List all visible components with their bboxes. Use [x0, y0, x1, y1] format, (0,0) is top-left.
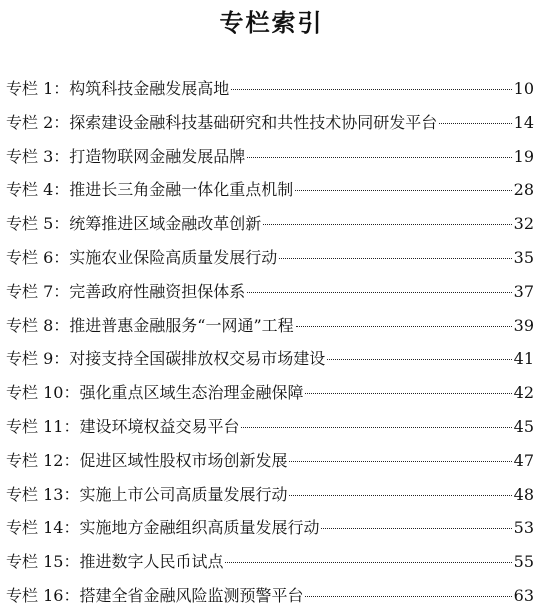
column-index-list	[6, 72, 534, 613]
toc-entry[interactable]	[6, 342, 534, 376]
toc-entry[interactable]	[6, 140, 534, 174]
entry-page-number: 39	[513, 315, 534, 335]
entry-label: 专栏 6：	[6, 247, 70, 267]
entry-title: 推进普惠金融服务“一网通”工程	[69, 315, 294, 335]
dot-leader	[305, 596, 511, 597]
entry-title: 探索建设金融科技基础研究和共性技术协同研发平台	[69, 112, 438, 132]
entry-title: 促进区域性股权市场创新发展	[79, 450, 288, 470]
entry-page-number: 14	[513, 112, 534, 132]
entry-label: 专栏 8：	[6, 315, 70, 335]
toc-entry[interactable]	[6, 478, 534, 512]
entry-label: 专栏 16：	[6, 585, 80, 605]
toc-entry[interactable]	[6, 207, 534, 241]
entry-label: 专栏 5：	[6, 214, 70, 234]
dot-leader	[289, 461, 511, 462]
entry-page-number: 42	[513, 383, 534, 403]
entry-label: 专栏 10：	[6, 383, 80, 403]
toc-entry[interactable]	[6, 376, 534, 410]
dot-leader	[439, 123, 511, 124]
entry-title: 搭建全省金融风险监测预警平台	[79, 585, 304, 605]
toc-entry[interactable]	[6, 444, 534, 478]
entry-title: 推进数字人民币试点	[79, 552, 224, 572]
entry-label: 专栏 4：	[6, 180, 70, 200]
entry-title: 构筑科技金融发展高地	[69, 79, 230, 98]
dot-leader	[263, 224, 511, 225]
entry-page-number: 10	[513, 79, 534, 98]
toc-entry[interactable]	[6, 173, 534, 207]
dot-leader	[295, 190, 511, 191]
entry-title: 推进长三角金融一体化重点机制	[69, 180, 294, 200]
entry-label: 专栏 14：	[6, 518, 80, 538]
entry-title: 强化重点区域生态治理金融保障	[79, 383, 304, 403]
entry-label: 专栏 2：	[6, 112, 70, 132]
entry-title: 统筹推进区域金融改革创新	[69, 214, 262, 234]
entry-page-number: 19	[513, 146, 534, 166]
dot-leader	[327, 359, 511, 360]
entry-label: 专栏 12：	[6, 450, 80, 470]
page-title: 专栏索引	[219, 9, 324, 37]
entry-title: 完善政府性融资担保体系	[69, 281, 246, 301]
dot-leader	[279, 258, 511, 259]
entry-label: 专栏 7：	[6, 281, 70, 301]
entry-label: 专栏 13：	[6, 484, 80, 504]
entry-page-number: 48	[513, 484, 534, 504]
dot-leader	[225, 562, 511, 563]
toc-entry[interactable]	[6, 275, 534, 309]
entry-page-number: 35	[513, 247, 534, 267]
toc-entry[interactable]	[6, 410, 534, 444]
entry-label: 专栏 3：	[6, 146, 70, 166]
toc-entry[interactable]	[6, 511, 534, 545]
dot-leader	[289, 495, 511, 496]
dot-leader	[305, 393, 511, 394]
entry-title: 实施农业保险高质量发展行动	[69, 247, 278, 267]
entry-label: 专栏 9：	[6, 349, 70, 369]
entry-title: 实施上市公司高质量发展行动	[79, 484, 288, 504]
entry-label: 专栏 15：	[6, 552, 80, 572]
entry-page-number: 28	[513, 180, 534, 200]
entry-label: 专栏 1：	[6, 79, 70, 98]
entry-page-number: 37	[513, 281, 534, 301]
entry-page-number: 47	[513, 450, 534, 470]
entry-page-number: 53	[513, 518, 534, 538]
entry-page-number: 55	[513, 552, 534, 572]
entry-title: 实施地方金融组织高质量发展行动	[79, 518, 320, 538]
entry-label: 专栏 11：	[6, 416, 80, 436]
toc-entry[interactable]	[6, 72, 534, 106]
entry-title: 打造物联网金融发展品牌	[69, 146, 246, 166]
toc-entry[interactable]	[6, 241, 534, 275]
entry-title: 对接支持全国碳排放权交易市场建设	[69, 349, 326, 369]
dot-leader	[296, 326, 512, 327]
entry-page-number: 45	[513, 416, 534, 436]
dot-leader	[241, 427, 511, 428]
entry-title: 建设环境权益交易平台	[79, 416, 240, 436]
dot-leader	[321, 528, 511, 529]
entry-page-number: 41	[513, 349, 534, 369]
dot-leader	[231, 89, 511, 90]
entry-page-number: 63	[513, 585, 534, 605]
dot-leader	[247, 157, 511, 158]
toc-entry[interactable]	[6, 309, 534, 343]
dot-leader	[247, 292, 511, 293]
toc-entry[interactable]	[6, 545, 534, 579]
toc-entry[interactable]	[6, 106, 534, 140]
entry-page-number: 32	[513, 214, 534, 234]
toc-entry[interactable]	[6, 579, 534, 613]
